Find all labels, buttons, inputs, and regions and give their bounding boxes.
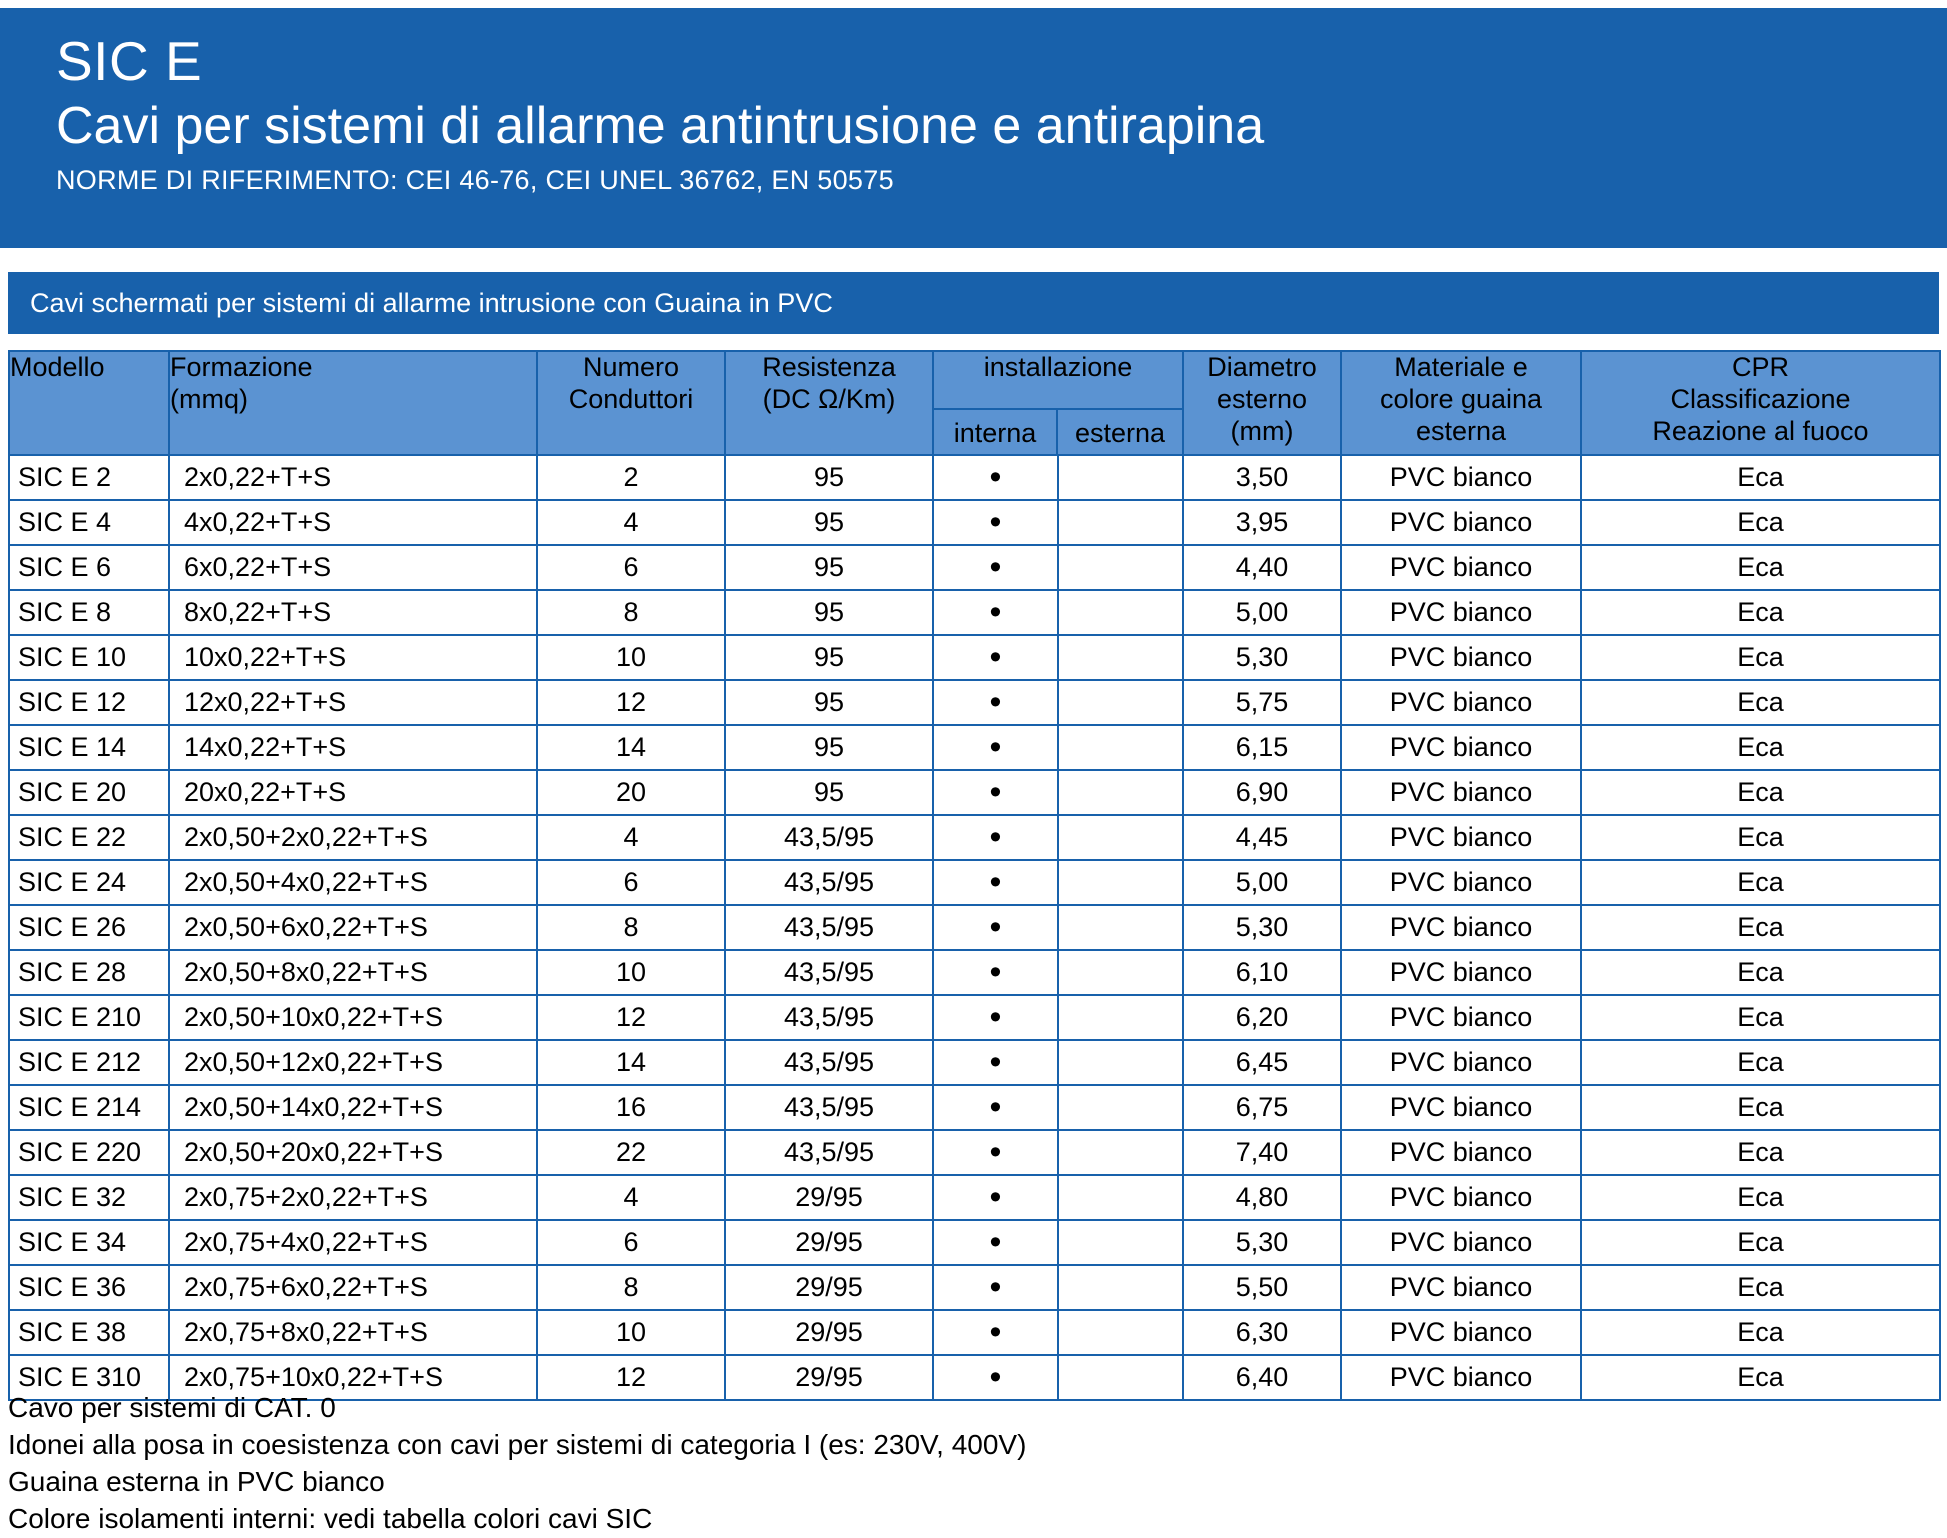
- cell-conductors: 6: [537, 545, 725, 590]
- cell-esterna: [1058, 590, 1183, 635]
- cell-diameter: 6,75: [1183, 1085, 1341, 1130]
- cell-cpr: Eca: [1581, 860, 1940, 905]
- cell-model: SIC E 4: [9, 500, 169, 545]
- cell-formation: 12x0,22+T+S: [169, 680, 537, 725]
- cell-model: SIC E 2: [9, 455, 169, 500]
- cell-resistance: 43,5/95: [725, 995, 933, 1040]
- cell-resistance: 95: [725, 680, 933, 725]
- cell-interna: •: [933, 860, 1058, 905]
- cell-material: PVC bianco: [1341, 545, 1581, 590]
- cell-formation: 2x0,22+T+S: [169, 455, 537, 500]
- col-header-installation-internal: interna: [934, 410, 1058, 454]
- cell-model: SIC E 14: [9, 725, 169, 770]
- table-row: [9, 725, 1940, 770]
- cell-conductors: 10: [537, 1310, 725, 1355]
- cell-formation: 6x0,22+T+S: [169, 545, 537, 590]
- cell-material: PVC bianco: [1341, 815, 1581, 860]
- note-line: Colore isolamenti interni: vedi tabella colori cavi SIC: [8, 1502, 653, 1534]
- cell-formation: 2x0,50+2x0,22+T+S: [169, 815, 537, 860]
- table-row: [9, 1265, 1940, 1310]
- cell-diameter: 6,45: [1183, 1040, 1341, 1085]
- col-header-material-line3: esterna: [1415, 415, 1507, 446]
- spec-table-body: [9, 455, 1940, 1400]
- cell-diameter: 5,00: [1183, 590, 1341, 635]
- table-row: [9, 635, 1940, 680]
- table-row: [9, 500, 1940, 545]
- cell-interna: •: [933, 1130, 1058, 1175]
- cell-diameter: 5,30: [1183, 905, 1341, 950]
- cell-interna: •: [933, 455, 1058, 500]
- col-header-model-label: Modello: [10, 352, 105, 382]
- spec-table-head: [9, 351, 1940, 455]
- cell-formation: 2x0,50+12x0,22+T+S: [169, 1040, 537, 1085]
- cell-model: SIC E 310: [9, 1355, 169, 1400]
- cell-conductors: 14: [537, 725, 725, 770]
- cell-conductors: 10: [537, 950, 725, 995]
- cell-conductors: 8: [537, 905, 725, 950]
- cell-conductors: 6: [537, 1220, 725, 1265]
- cell-formation: 4x0,22+T+S: [169, 500, 537, 545]
- cell-material: PVC bianco: [1341, 500, 1581, 545]
- cell-diameter: 3,50: [1183, 455, 1341, 500]
- cell-diameter: 4,45: [1183, 815, 1341, 860]
- cell-interna: •: [933, 590, 1058, 635]
- cell-model: SIC E 28: [9, 950, 169, 995]
- cell-cpr: Eca: [1581, 950, 1940, 995]
- cell-cpr: Eca: [1581, 1175, 1940, 1220]
- cell-interna: •: [933, 815, 1058, 860]
- cell-cpr: Eca: [1581, 500, 1940, 545]
- cell-diameter: 4,80: [1183, 1175, 1341, 1220]
- cell-conductors: 10: [537, 635, 725, 680]
- cell-formation: 2x0,75+6x0,22+T+S: [169, 1265, 537, 1310]
- cell-formation: 2x0,75+2x0,22+T+S: [169, 1175, 537, 1220]
- cell-conductors: 12: [537, 1355, 725, 1400]
- cell-model: SIC E 34: [9, 1220, 169, 1265]
- cell-diameter: 7,40: [1183, 1130, 1341, 1175]
- cell-material: PVC bianco: [1341, 950, 1581, 995]
- table-row: [9, 680, 1940, 725]
- cell-formation: 10x0,22+T+S: [169, 635, 537, 680]
- col-header-material-line2: colore guaina: [1379, 383, 1543, 414]
- col-header-conductors-line1: Numero: [582, 352, 680, 382]
- cell-diameter: 6,90: [1183, 770, 1341, 815]
- cell-esterna: [1058, 770, 1183, 815]
- cell-model: SIC E 220: [9, 1130, 169, 1175]
- cell-conductors: 12: [537, 680, 725, 725]
- table-row: [9, 545, 1940, 590]
- cell-material: PVC bianco: [1341, 1130, 1581, 1175]
- table-row: [9, 455, 1940, 500]
- cell-conductors: 8: [537, 1265, 725, 1310]
- cell-diameter: 4,40: [1183, 545, 1341, 590]
- document-header: [0, 8, 1947, 248]
- cell-cpr: Eca: [1581, 815, 1940, 860]
- cell-formation: 8x0,22+T+S: [169, 590, 537, 635]
- cell-diameter: 6,10: [1183, 950, 1341, 995]
- reference-norms: NORME DI RIFERIMENTO: CEI 46-76, CEI UNEL 36762, EN 50575: [56, 165, 894, 196]
- cell-esterna: [1058, 1040, 1183, 1085]
- cell-model: SIC E 10: [9, 635, 169, 680]
- cell-model: SIC E 26: [9, 905, 169, 950]
- cell-interna: •: [933, 995, 1058, 1040]
- cell-formation: 2x0,75+10x0,22+T+S: [169, 1355, 537, 1400]
- cell-material: PVC bianco: [1341, 1085, 1581, 1130]
- cell-conductors: 8: [537, 590, 725, 635]
- cell-cpr: Eca: [1581, 1085, 1940, 1130]
- cell-diameter: 5,50: [1183, 1265, 1341, 1310]
- cell-material: PVC bianco: [1341, 455, 1581, 500]
- page-subtitle: Cavi per sistemi di allarme antintrusione e antirapina: [56, 97, 1265, 155]
- cell-diameter: 5,75: [1183, 680, 1341, 725]
- cell-resistance: 43,5/95: [725, 1130, 933, 1175]
- cell-diameter: 3,95: [1183, 500, 1341, 545]
- table-row: [9, 770, 1940, 815]
- cell-interna: •: [933, 770, 1058, 815]
- section-bar-label: Cavi schermati per sistemi di allarme intrusione con Guaina in PVC: [30, 287, 833, 318]
- cell-resistance: 29/95: [725, 1265, 933, 1310]
- cell-model: SIC E 12: [9, 680, 169, 725]
- col-header-formation-line1: Formazione: [170, 352, 313, 382]
- table-row: [9, 950, 1940, 995]
- col-header-conductors: [537, 351, 725, 455]
- cell-diameter: 6,15: [1183, 725, 1341, 770]
- cell-formation: 14x0,22+T+S: [169, 725, 537, 770]
- cell-material: PVC bianco: [1341, 1355, 1581, 1400]
- spec-table-container: [8, 350, 1939, 1401]
- cell-esterna: [1058, 1310, 1183, 1355]
- cell-conductors: 22: [537, 1130, 725, 1175]
- table-row: [9, 1175, 1940, 1220]
- cell-model: SIC E 38: [9, 1310, 169, 1355]
- cell-resistance: 43,5/95: [725, 815, 933, 860]
- cell-conductors: 4: [537, 500, 725, 545]
- cell-material: PVC bianco: [1341, 590, 1581, 635]
- col-header-resistance-line1: Resistenza: [762, 352, 896, 382]
- cell-material: PVC bianco: [1341, 1175, 1581, 1220]
- cell-conductors: 4: [537, 1175, 725, 1220]
- table-row: [9, 590, 1940, 635]
- cell-formation: 2x0,75+8x0,22+T+S: [169, 1310, 537, 1355]
- cell-formation: 2x0,75+4x0,22+T+S: [169, 1220, 537, 1265]
- table-row: [9, 1040, 1940, 1085]
- cell-resistance: 43,5/95: [725, 905, 933, 950]
- section-bar: [8, 272, 1939, 334]
- page-title: SIC E: [56, 30, 203, 92]
- cell-material: PVC bianco: [1341, 995, 1581, 1040]
- cell-model: SIC E 32: [9, 1175, 169, 1220]
- cell-formation: 2x0,50+6x0,22+T+S: [169, 905, 537, 950]
- cell-interna: •: [933, 1265, 1058, 1310]
- cell-interna: •: [933, 725, 1058, 770]
- cell-cpr: Eca: [1581, 635, 1940, 680]
- cell-interna: •: [933, 1355, 1058, 1400]
- spec-table: [8, 350, 1941, 1401]
- cell-esterna: [1058, 1085, 1183, 1130]
- cell-esterna: [1058, 1265, 1183, 1310]
- cell-cpr: Eca: [1581, 590, 1940, 635]
- cell-formation: 2x0,50+20x0,22+T+S: [169, 1130, 537, 1175]
- col-header-installation-external: esterna: [1074, 417, 1166, 448]
- cell-esterna: [1058, 905, 1183, 950]
- col-header-formation: [169, 351, 537, 455]
- cell-cpr: Eca: [1581, 455, 1940, 500]
- cell-esterna: [1058, 1220, 1183, 1265]
- table-row: [9, 1085, 1940, 1130]
- col-header-diameter-line3: (mm): [1230, 415, 1294, 446]
- col-header-diameter-line2: esterno: [1216, 383, 1308, 414]
- cell-interna: •: [933, 1220, 1058, 1265]
- cell-model: SIC E 210: [9, 995, 169, 1040]
- cell-cpr: Eca: [1581, 1355, 1940, 1400]
- cell-model: SIC E 36: [9, 1265, 169, 1310]
- cell-resistance: 43,5/95: [725, 1040, 933, 1085]
- table-header-row: [9, 351, 1940, 455]
- cell-esterna: [1058, 545, 1183, 590]
- cell-model: SIC E 8: [9, 590, 169, 635]
- col-header-installation-label: installazione: [983, 352, 1133, 382]
- col-header-material-line1: Materiale e: [1394, 352, 1528, 382]
- cell-conductors: 20: [537, 770, 725, 815]
- cell-cpr: Eca: [1581, 1040, 1940, 1085]
- table-row: [9, 1220, 1940, 1265]
- cell-cpr: Eca: [1581, 545, 1940, 590]
- col-header-installation-subrow: [934, 408, 1182, 454]
- cell-esterna: [1058, 725, 1183, 770]
- cell-material: PVC bianco: [1341, 1265, 1581, 1310]
- cell-resistance: 95: [725, 455, 933, 500]
- cell-model: SIC E 24: [9, 860, 169, 905]
- cell-resistance: 29/95: [725, 1310, 933, 1355]
- col-header-diameter-line1: Diametro: [1207, 352, 1317, 382]
- note-line: Guaina esterna in PVC bianco: [8, 1465, 385, 1497]
- cell-resistance: 95: [725, 725, 933, 770]
- cell-conductors: 14: [537, 1040, 725, 1085]
- cell-esterna: [1058, 815, 1183, 860]
- col-header-cpr-line2: Classificazione: [1670, 383, 1851, 414]
- cell-diameter: 5,30: [1183, 1220, 1341, 1265]
- table-row: [9, 815, 1940, 860]
- cell-material: PVC bianco: [1341, 680, 1581, 725]
- col-header-resistance: [725, 351, 933, 455]
- cell-conductors: 2: [537, 455, 725, 500]
- cell-diameter: 6,20: [1183, 995, 1341, 1040]
- note-line: Cavo per sistemi di CAT. 0: [8, 1392, 336, 1423]
- note-line: Idonei alla posa in coesistenza con cavi per sistemi di categoria I (es: 230V, 400V): [8, 1428, 1027, 1460]
- cell-conductors: 6: [537, 860, 725, 905]
- cell-model: SIC E 214: [9, 1085, 169, 1130]
- cell-cpr: Eca: [1581, 1310, 1940, 1355]
- cell-model: SIC E 6: [9, 545, 169, 590]
- cell-formation: 2x0,50+14x0,22+T+S: [169, 1085, 537, 1130]
- cell-esterna: [1058, 680, 1183, 725]
- table-row: [9, 1130, 1940, 1175]
- cell-interna: •: [933, 1175, 1058, 1220]
- cell-interna: •: [933, 1310, 1058, 1355]
- cell-esterna: [1058, 455, 1183, 500]
- cell-material: PVC bianco: [1341, 725, 1581, 770]
- cell-resistance: 43,5/95: [725, 860, 933, 905]
- cell-cpr: Eca: [1581, 725, 1940, 770]
- cell-resistance: 43,5/95: [725, 950, 933, 995]
- col-header-formation-line2: (mmq): [170, 383, 248, 414]
- col-header-resistance-line2: (DC Ω/Km): [762, 383, 896, 414]
- cell-resistance: 95: [725, 545, 933, 590]
- col-header-installation: [933, 351, 1183, 455]
- cell-formation: 2x0,50+10x0,22+T+S: [169, 995, 537, 1040]
- cell-interna: •: [933, 905, 1058, 950]
- cell-material: PVC bianco: [1341, 1220, 1581, 1265]
- col-header-material: [1341, 351, 1581, 455]
- cell-esterna: [1058, 635, 1183, 680]
- cell-cpr: Eca: [1581, 770, 1940, 815]
- cell-resistance: 95: [725, 590, 933, 635]
- cell-interna: •: [933, 545, 1058, 590]
- col-header-model: [9, 351, 169, 455]
- cell-material: PVC bianco: [1341, 635, 1581, 680]
- cell-cpr: Eca: [1581, 1130, 1940, 1175]
- cell-cpr: Eca: [1581, 905, 1940, 950]
- cell-cpr: Eca: [1581, 1265, 1940, 1310]
- cell-cpr: Eca: [1581, 1220, 1940, 1265]
- table-row: [9, 905, 1940, 950]
- col-header-diameter: [1183, 351, 1341, 455]
- col-header-cpr-line3: Reazione al fuoco: [1652, 415, 1869, 446]
- cell-esterna: [1058, 500, 1183, 545]
- cell-formation: 20x0,22+T+S: [169, 770, 537, 815]
- cell-material: PVC bianco: [1341, 860, 1581, 905]
- cell-esterna: [1058, 1130, 1183, 1175]
- cell-material: PVC bianco: [1341, 1310, 1581, 1355]
- cell-cpr: Eca: [1581, 995, 1940, 1040]
- cell-interna: •: [933, 950, 1058, 995]
- cell-resistance: 43,5/95: [725, 1085, 933, 1130]
- cell-diameter: 5,30: [1183, 635, 1341, 680]
- cell-conductors: 12: [537, 995, 725, 1040]
- cell-material: PVC bianco: [1341, 1040, 1581, 1085]
- cell-formation: 2x0,50+8x0,22+T+S: [169, 950, 537, 995]
- cell-model: SIC E 212: [9, 1040, 169, 1085]
- footer-notes: [8, 1390, 1908, 1538]
- cell-model: SIC E 22: [9, 815, 169, 860]
- cell-resistance: 29/95: [725, 1355, 933, 1400]
- cell-esterna: [1058, 995, 1183, 1040]
- cell-cpr: Eca: [1581, 680, 1940, 725]
- cell-model: SIC E 20: [9, 770, 169, 815]
- cell-esterna: [1058, 860, 1183, 905]
- cell-esterna: [1058, 950, 1183, 995]
- cell-diameter: 6,40: [1183, 1355, 1341, 1400]
- col-header-cpr-line1: CPR: [1731, 352, 1789, 382]
- cell-diameter: 5,00: [1183, 860, 1341, 905]
- cell-resistance: 95: [725, 635, 933, 680]
- cell-resistance: 95: [725, 770, 933, 815]
- cell-material: PVC bianco: [1341, 905, 1581, 950]
- cell-material: PVC bianco: [1341, 770, 1581, 815]
- table-row: [9, 1310, 1940, 1355]
- table-row: [9, 860, 1940, 905]
- cell-resistance: 29/95: [725, 1175, 933, 1220]
- cell-resistance: 95: [725, 500, 933, 545]
- cell-interna: •: [933, 1085, 1058, 1130]
- cell-interna: •: [933, 1040, 1058, 1085]
- cell-interna: •: [933, 500, 1058, 545]
- cell-conductors: 4: [537, 815, 725, 860]
- cell-diameter: 6,30: [1183, 1310, 1341, 1355]
- cell-conductors: 16: [537, 1085, 725, 1130]
- cell-esterna: [1058, 1175, 1183, 1220]
- cell-resistance: 29/95: [725, 1220, 933, 1265]
- table-row: [9, 995, 1940, 1040]
- col-header-conductors-line2: Conduttori: [568, 383, 694, 414]
- cell-interna: •: [933, 680, 1058, 725]
- cell-formation: 2x0,50+4x0,22+T+S: [169, 860, 537, 905]
- cell-interna: •: [933, 635, 1058, 680]
- col-header-cpr: [1581, 351, 1940, 455]
